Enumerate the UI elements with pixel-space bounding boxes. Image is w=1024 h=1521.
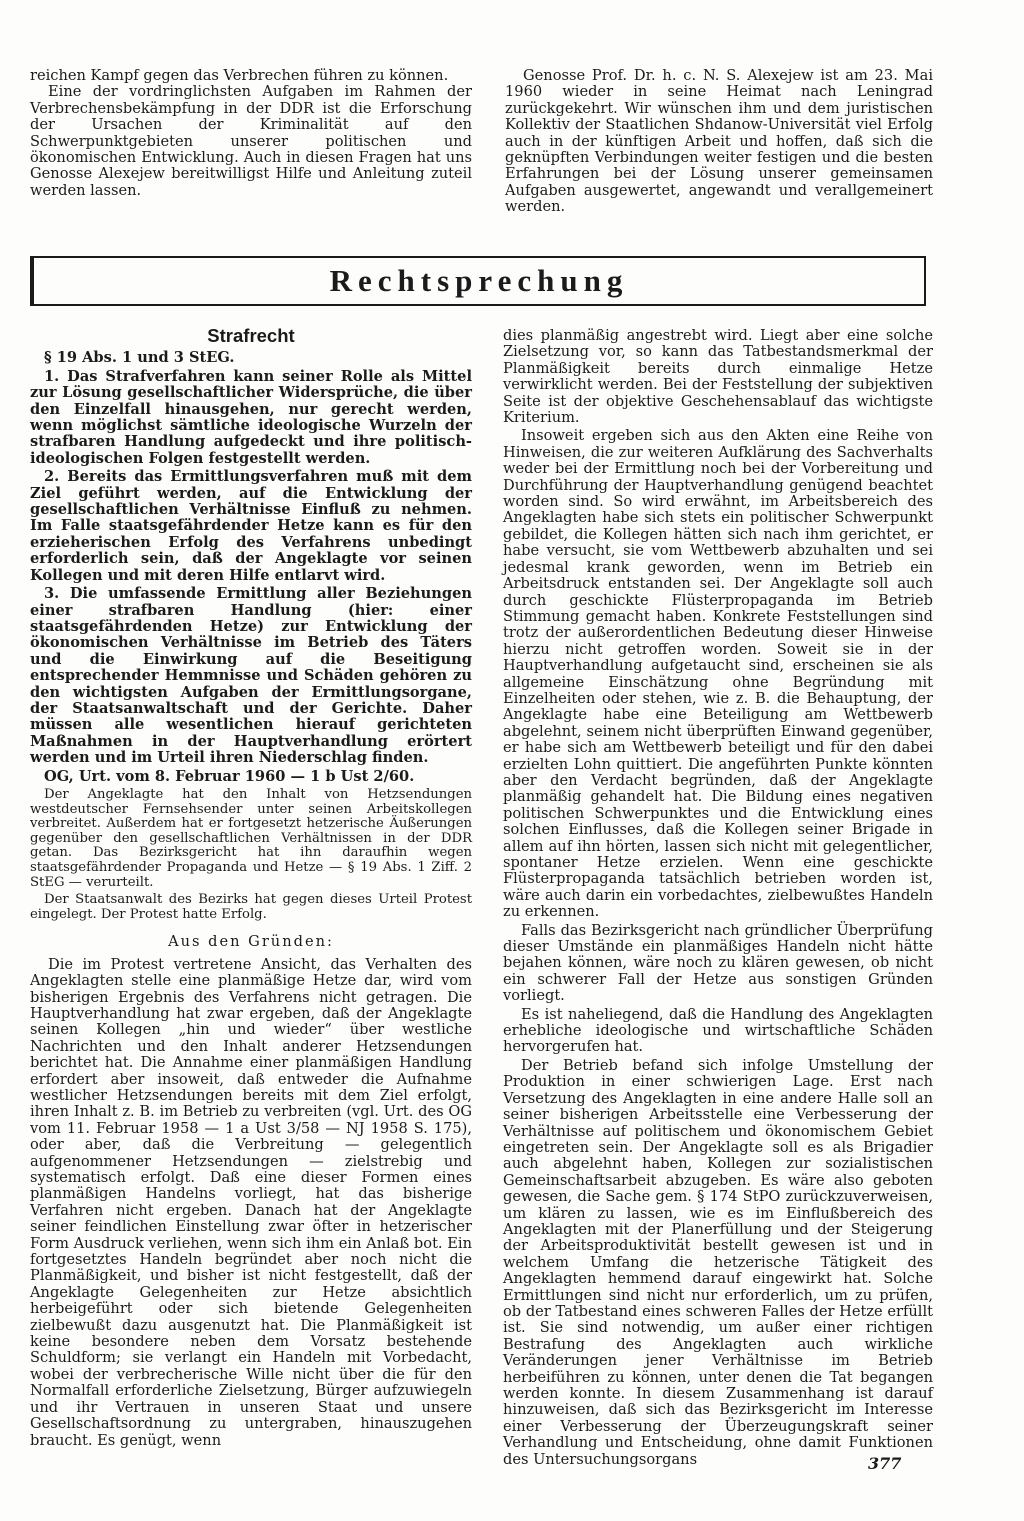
court-citation: OG, Urt. vom 8. Februar 1960 — 1 b Ust 2/60. [44, 767, 415, 785]
paragraph: Falls das Bezirksgericht nach gründlicher Überprüfung dieser Umstände ein planmäßiges Handeln nicht hätte bejahen können, wäre noch zu klären gewesen, ob nicht ein schwerer Fall der Hetze aus sonstigen Gründen vorliegt. [503, 921, 933, 1005]
paragraph: Die im Protest vertretene Ansicht, das Verhalten des Angeklagten stelle eine planmäßige Hetze dar, wird vom bisherigen Ergebnis des Verfahrens nicht getragen. Die Hauptverhandlung hat zwar ergeben, daß der Angeklagte seinen Kollegen „hin und wieder“ über westliche Nachrichten und den Inhalt anderer Hetzsendungen berichtet hat. Die Annahme einer planmäßigen Handlung erfordert aber insoweit, daß entweder die Aufnahme westlicher Hetzsendungen bereits mit dem Ziel erfolgt, ihren Inhalt z. B. im Betrieb zu verbreiten (vgl. Urt. des OG vom 11. Februar 1958 — 1 a Ust 3/58 — NJ 1958 S. 175), oder aber, daß die Verbreitung — gelegentlich aufgenommener Hetzsendungen — zielstrebig und systematisch erfolgt. Daß eine dieser Formen eines planmäßigen Handelns vorliegt, hat das bisherige Verfahren nicht ergeben. Danach hat der Angeklagte seiner feindlichen Einstellung zwar öfter in hetzerischer Form Ausdruck verliehen, wenn sich ihm ein Anlaß bot. Ein fortgesetztes Handeln begründet aber noch nicht die Planmäßigkeit, und bisher ist nicht festgestellt, daß der Angeklagte Gelegenheiten zur Hetze absichtlich herbeigeführt oder sich bietende Gelegenheiten zielbewußt dazu ausgenutzt hat. Die Planmäßigkeit ist keine besondere neben dem Vorsatz bestehende Schuldform; sie verlangt ein Handeln mit Vorbedacht, wobei der verbrecherische Wille nicht über die für den Normalfall erforderliche Zielsetzung, Bürger aufzuwiegeln und ihr Vertrauen in unseren Staat und unsere Gesellschaftsordnung zu untergraben, hinauszugehen braucht. Es genügt, wenn [30, 955, 472, 1449]
banner-title: Rechtsprechung [329, 263, 629, 298]
facts-block [30, 788, 472, 922]
facts-paragraph: Der Angeklagte hat den Inhalt von Hetzsendungen westdeutscher Fernsehsender unter seinen Arbeitskollegen verbreitet. Außerdem hat er fortgesetzt hetzerische Äußerungen gegenüber den gesellschaftlichen Verhältnissen in der DDR getan. Das Bezirksgericht hat ihn daraufhin wegen staatsgefährdender Propaganda und Hetze — § 19 Abs. 1 Ziff. 2 StEG — verurteilt. [30, 786, 472, 890]
intro-left-column [30, 68, 472, 199]
reasons-left [30, 957, 472, 1449]
intro-right-column [505, 68, 933, 216]
reasons-heading: Aus den Gründen: [168, 933, 334, 951]
paragraph: Es ist naheliegend, daß die Handlung des Angeklagten erhebliche ideologische und wirtschaftliche Schäden hervorgerufen hat. [503, 1005, 933, 1056]
leitsatz-2: 2. Bereits das Ermittlungsverfahren muß mit dem Ziel geführt werden, auf die Entwicklung der gesellschaftlichen Verhältnisse Einfluß zu nehmen. Im Falle staatsgefährdender Hetze kann es für den erzieherischen Erfolg des Verfahrens unbedingt erforderlich sein, daß der Angeklagte vor seinen Kollegen und mit deren Hilfe entlarvt wird. [30, 468, 472, 584]
right-column [503, 328, 933, 1470]
page-number: 377 [868, 1454, 902, 1473]
paragraph: reichen Kampf gegen das Verbrechen führen zu können. [30, 67, 449, 84]
section-banner [30, 256, 926, 306]
norm-reference: § 19 Abs. 1 und 3 StEG. [44, 349, 235, 367]
paragraph: dies planmäßig angestrebt wird. Liegt aber eine solche Zielsetzung vor, so kann das Tatbestandsmerkmal der Planmäßigkeit bereits durch einmalige Hetze verwirklicht werden. Bei der Feststellung der subjektiven Seite ist der objektive Geschehensablauf das wichtigste Kriterium. [503, 327, 933, 427]
paragraph: Insoweit ergeben sich aus den Akten eine Reihe von Hinweisen, die zur weiteren Aufklärung des Sachverhalts weder bei der Ermittlung noch bei der Vorbereitung und Durchführung der Hauptverhandlung genügend beachtet worden sind. So wird erwähnt, im Arbeitsbereich des Angeklagten habe sich stets ein politischer Schwerpunkt gebildet, die Kollegen hätten sich nach ihm gerichtet, er habe versucht, sie vom Wettbewerb abzuhalten und sei jedesmal krank geworden, wenn im Betrieb ein Arbeitsdruck entstanden sei. Der Angeklagte soll auch durch geschickte Flüsterpropaganda im Betrieb Stimmung gemacht haben. Konkrete Feststellungen sind trotz der außerordentlichen Bedeutung dieser Hinweise hierzu nicht getroffen worden. Soweit sie in der Hauptverhandlung aufgetaucht sind, erscheinen sie als allgemeine Einschätzung ohne Begründung mit Einzelheiten oder stehen, wie z. B. die Behauptung, der Angeklagte habe eine Beteiligung am Wettbewerb abgelehnt, seinem nicht überprüften Einwand gegenüber, er habe sich am Wettbewerb beteiligt und für den dabei erzielten Lohn quittiert. Die angeführten Punkte könnten aber den Verdacht begründen, daß der Angeklagte planmäßig gehandelt hat. Die Bildung eines negativen politischen Schwerpunktes und die Entwicklung eines solchen Einflusses, daß die Kollegen seiner Brigade in allem auf ihn hörten, lassen sich nicht mit gelegentlicher, spontaner Hetze erzielen. Wenn eine geschickte Flüsterpropaganda tatsächlich betrieben worden ist, wäre auch darin ein vorbedachtes, zielbewußtes Handeln zu erkennen. [503, 427, 933, 921]
left-column [30, 325, 472, 1451]
paragraph: Genosse Prof. Dr. h. c. N. S. Alexejew ist am 23. Mai 1960 wieder in seine Heimat nach Leningrad zurückgekehrt. Wir wünschen ihm und dem juristischen Kollektiv der Staatlichen Shdanow-Universität viel Erfolg auch in der künftigen Arbeit und hoffen, daß sich die geknüpften Verbindungen weiter festigen und die besten Erfahrungen bei der Lösung unserer gemeinsamen Aufgaben ausgewertet, angewandt und verallgemeinert werden. [505, 67, 933, 216]
leitsatz-3: 3. Die umfassende Ermittlung aller Beziehungen einer strafbaren Handlung (hier: einer staatsgefährdenden Hetze) zur Entwicklung der ökonomischen Verhältnisse im Betrieb des Täters und die Einwirkung auf die Beseitigung entsprechender Hemmnisse und Schäden gehören zu den wichtigsten Aufgaben der Ermittlungsorgane, der Staatsanwaltschaft und der Gerichte. Daher müssen alle wesentlichen hierauf gerichteten Maßnahmen in der Hauptverhandlung erörtert werden und im Urteil ihren Niederschlag finden. [30, 585, 472, 767]
paragraph: Der Betrieb befand sich infolge Umstellung der Produktion in einer schwierigen Lage. Erst nach Versetzung des Angeklagten in eine andere Halle soll an seiner bisherigen Arbeitsstelle eine Verbesserung der Verhältnisse auf politischem und ökonomischem Gebiet eingetreten sein. Der Angeklagte soll es als Brigadier auch abgelehnt haben, Kollegen zur sozialistischen Gemeinschaftsarbeit abzugeben. Es wäre also geboten gewesen, die Sache gem. § 174 StPO zurückzuverweisen, um klären zu lassen, wie es im Einflußbereich des Angeklagten mit der Planerfüllung und der Steigerung der Arbeitsproduktivität bestellt gewesen ist und in welchem Umfang die hetzerische Tätigkeit des Angeklagten hemmend darauf eingewirkt hat. Solche Ermittlungen sind nicht nur erforderlich, um zu prüfen, ob der Tatbestand eines schweren Falles der Hetze erfüllt ist. Sie sind notwendig, um außer einer richtigen Bestrafung des Angeklagten auch wirkliche Veränderungen jener Verhältnisse im Betrieb herbeiführen zu können, unter denen die Tat begangen werden konnte. In diesem Zusammenhang ist darauf hinzuweisen, daß sich das Bezirksgericht im Interesse einer Verbesserung der Überzeugungskraft seiner Verhandlung und Entscheidung, ohne damit Funktionen des Untersuchungsorgans [503, 1056, 933, 1468]
section-title: Strafrecht [207, 325, 295, 346]
leitsatz-1: 1. Das Strafverfahren kann seiner Rolle als Mittel zur Lösung gesellschaftlicher Widersprüche, die über den Einzelfall hinausgehen, nur gerecht werden, wenn möglichst sämtliche ideologische Wurzeln der strafbaren Handlung aufgedeckt und ihre politisch-ideologischen Folgen festgestellt werden. [30, 367, 472, 467]
paragraph: Eine der vordringlichsten Aufgaben im Rahmen der Verbrechensbekämpfung in der DDR ist die Erforschung der Ursachen der Kriminalität auf den Schwerpunktgebieten unserer politischen und ökonomischen Entwicklung. Auch in diesen Fragen hat uns Genosse Alexejew bereitwilligst Hilfe und Anleitung zuteil werden lassen. [30, 83, 472, 199]
facts-paragraph: Der Staatsanwalt des Bezirks hat gegen dieses Urteil Protest eingelegt. Der Protest hatte Erfolg. [30, 892, 472, 922]
